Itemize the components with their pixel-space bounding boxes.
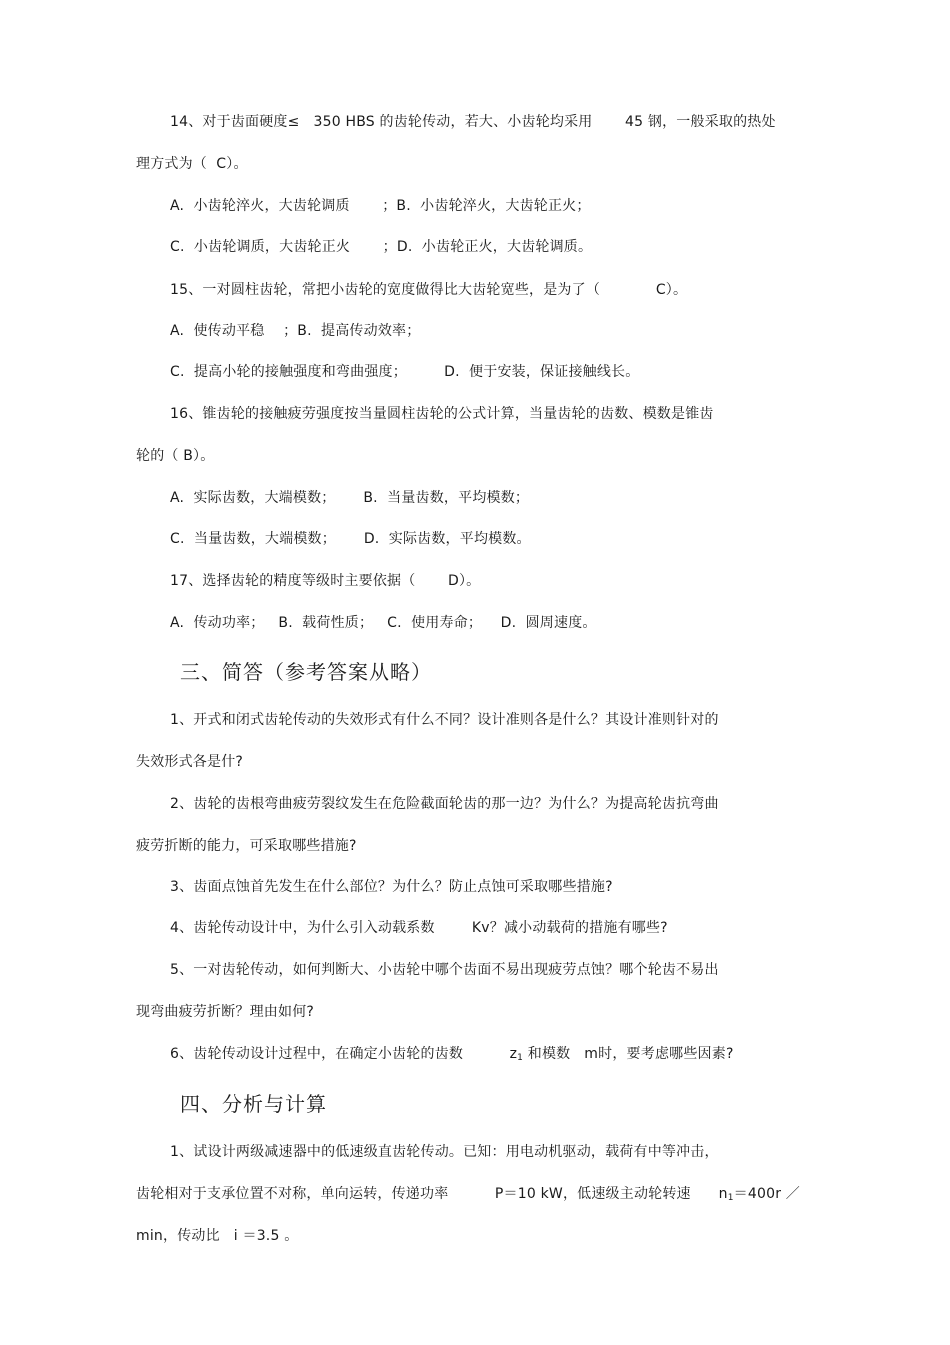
q15-options-cd: C. 提高小轮的接触强度和弯曲强度； D. 便于安装，保证接触线长。 [170,364,640,380]
s4-q1-line-3: min，传动比 i ＝3.5 。 [136,1228,299,1244]
s4-q1-subscript: 1 [727,1193,734,1203]
q16-line-1: 16、锥齿轮的接触疲劳强度按当量圆柱齿轮的公式计算，当量齿轮的齿数、模数是锥齿 [170,406,714,422]
q15-line-1: 15、一对圆柱齿轮，常把小齿轮的宽度做得比大齿轮宽些，是为了（ C）。 [170,282,688,298]
section-4-heading: 四、分析与计算 [180,1092,327,1116]
q17-options: A. 传动功率； B. 载荷性质； C. 使用寿命； D. 圆周速度。 [170,615,597,631]
s4-q1-line-1: 1、试设计两级减速器中的低速级直齿轮传动。已知：用电动机驱动，载荷有中等冲击， [170,1144,719,1160]
section-3-heading: 三、简答（参考答案从略） [180,660,432,684]
s3-q6-subscript: 1 [517,1053,524,1063]
s4-q1-text-pre: 齿轮相对于支承位置不对称，单向运转，传递功率 P＝10 kW，低速级主动轮转速 n [136,1186,728,1202]
s3-q5-line-1: 5、一对齿轮传动，如何判断大、小齿轮中哪个齿面不易出现疲劳点蚀？哪个轮齿不易出 [170,962,719,978]
s3-q6-line-1 [170,1044,734,1068]
s3-q3-line-1: 3、齿面点蚀首先发生在什么部位？为什么？防止点蚀可采取哪些措施? [170,879,613,895]
s4-q1-line-2 [136,1184,800,1208]
s4-q1-text-post: ＝400r ／ [733,1186,800,1202]
q16-options-cd: C. 当量齿数，大端模数； D. 实际齿数，平均模数。 [170,531,531,547]
q17-line-1: 17、选择齿轮的精度等级时主要依据（ D）。 [170,573,481,589]
s3-q1-line-1: 1、开式和闭式齿轮传动的失效形式有什么不同？设计准则各是什么？其设计准则针对的 [170,712,719,728]
q16-options-ab: A. 实际齿数，大端模数； B. 当量齿数，平均模数； [170,490,530,506]
s3-q2-line-2: 疲劳折断的能力，可采取哪些措施? [136,838,357,854]
s3-q4-line-1: 4、齿轮传动设计中，为什么引入动载系数 Kv？减小动载荷的措施有哪些? [170,920,668,936]
s3-q6-text-post: 和模数 m时，要考虑哪些因素? [523,1046,734,1062]
q14-options-ab: A. 小齿轮淬火，大齿轮调质 ；B. 小齿轮淬火，大齿轮正火； [170,198,591,214]
q14-options-cd: C. 小齿轮调质，大齿轮正火 ；D. 小齿轮正火，大齿轮调质。 [170,239,593,255]
s3-q5-line-2: 现弯曲疲劳折断？理由如何? [136,1004,315,1020]
q14-line-1: 14、对于齿面硬度≤ 350 HBS 的齿轮传动，若大、小齿轮均采用 45 钢，一般采取的热处 [170,114,776,130]
q16-line-2: 轮的（ B）。 [136,448,215,464]
s3-q2-line-1: 2、齿轮的齿根弯曲疲劳裂纹发生在危险截面轮齿的那一边？为什么？为提高轮齿抗弯曲 [170,796,719,812]
q15-options-ab: A. 使传动平稳 ；B. 提高传动效率； [170,323,421,339]
s3-q1-line-2: 失效形式各是什? [136,754,244,770]
q14-line-2: 理方式为（ C）。 [136,156,248,172]
s3-q6-text-pre: 6、齿轮传动设计过程中，在确定小齿轮的齿数 z [170,1046,518,1062]
